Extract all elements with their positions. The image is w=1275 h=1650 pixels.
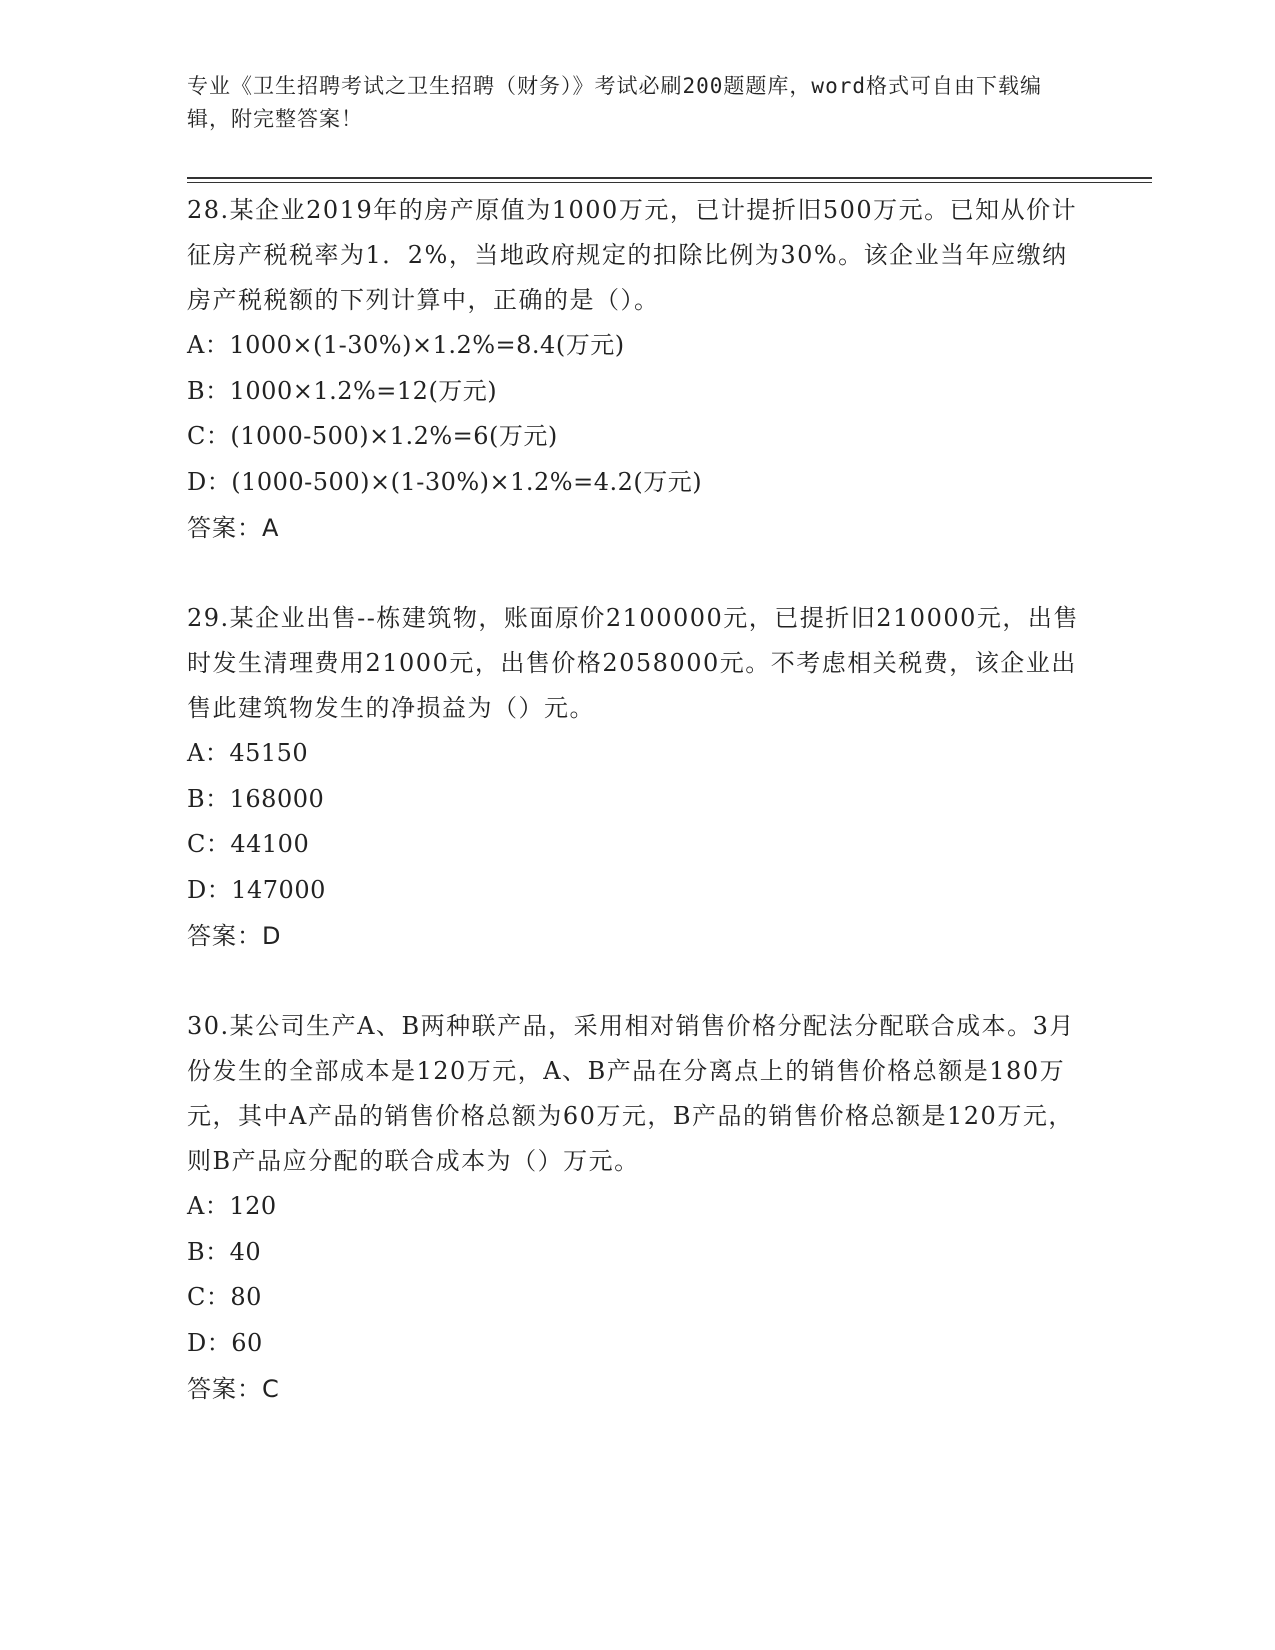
- header-divider: [187, 177, 1152, 183]
- question-30: [187, 1004, 1087, 1412]
- option-b: B：40: [187, 1237, 262, 1266]
- document-header: 专业《卫生招聘考试之卫生招聘（财务）》考试必刷200题题库，word格式可自由下载编辑，附完整答案！: [187, 74, 1042, 131]
- option-c: C：(1000-500)×1.2%=6(万元): [187, 422, 558, 450]
- option-a: A：45150: [187, 739, 309, 767]
- option-d: D：(1000-500)×(1-30%)×1.2%=4.2(万元): [187, 467, 703, 496]
- option-a: A：1000×(1-30%)×1.2%=8.4(万元): [187, 331, 625, 359]
- option-c: C：44100: [187, 830, 310, 858]
- question-spacer: [187, 959, 1087, 1004]
- option-b: B：1000×1.2%=12(万元): [187, 376, 498, 405]
- question-stem: 28.某企业2019年的房产原值为1000万元，已计提折旧500万元。已知从价计征房产税税率为1．2%，当地政府规定的扣除比例为30%。该企业当年应缴纳房产税税额的下列计算中，正确的是（）。: [187, 196, 1078, 314]
- question-spacer: [187, 551, 1087, 596]
- answer-label: 答案：C: [187, 1375, 280, 1403]
- question-29: [187, 596, 1087, 959]
- question-list: [187, 188, 1087, 1412]
- option-b: B：168000: [187, 784, 325, 813]
- question-stem: 30.某公司生产A、B两种联产品，采用相对销售价格分配法分配联合成本。3月份发生的全部成本是120万元，A、B产品在分离点上的销售价格总额是180万元，其中A产品的销售价格总额为60万元，B产品的销售价格总额是120万元，则B产品应分配的联合成本为（）万元。: [187, 1012, 1075, 1175]
- answer-label: 答案：A: [187, 514, 280, 542]
- option-d: D：147000: [187, 875, 326, 904]
- answer-label: 答案：D: [187, 922, 282, 950]
- question-stem: 29.某企业出售--栋建筑物，账面原价2100000元，已提折旧210000元，出售时发生清理费用21000元，出售价格2058000元。不考虑相关税费，该企业出售此建筑物发生的净损益为（）元。: [187, 604, 1079, 722]
- option-d: D：60: [187, 1328, 263, 1357]
- option-a: A：120: [187, 1192, 277, 1220]
- option-c: C：80: [187, 1283, 262, 1311]
- question-28: [187, 188, 1087, 551]
